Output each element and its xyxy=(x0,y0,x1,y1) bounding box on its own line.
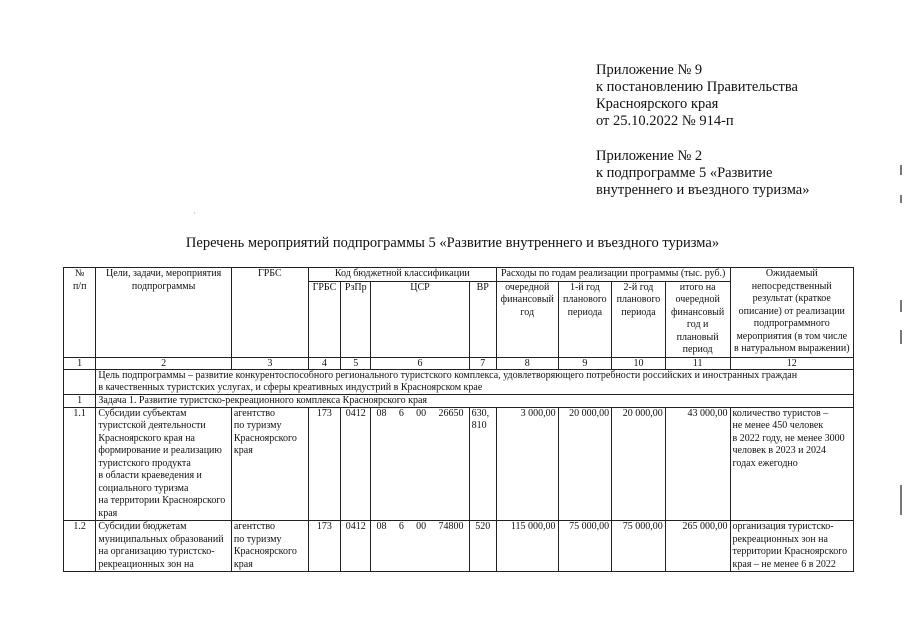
column-number: 9 xyxy=(558,357,612,369)
scan-edge-mark xyxy=(900,165,902,175)
row-grbs-name: агентство по туризму Красноярского края xyxy=(231,407,308,521)
row-year-current: 115 000,00 xyxy=(496,521,558,572)
scan-edge-mark xyxy=(900,300,902,312)
scan-speck: · xyxy=(193,208,196,218)
row-rzpr: 0412 xyxy=(341,407,371,521)
header-total: итого на очередной финансовый год и плановый период xyxy=(665,281,730,357)
appendix-line: к подпрограмме 5 «Развитие xyxy=(596,165,773,181)
column-number-row xyxy=(64,357,854,369)
row-num: 1.1 xyxy=(64,407,96,521)
header-grbs: ГРБС xyxy=(231,268,308,358)
row-result: количество туристов – не менее 450 человек в 2022 году, не менее 3000 человек в 2023 и 2024 годах ежегодно xyxy=(730,407,853,521)
column-number: 11 xyxy=(665,357,730,369)
row-grbs-code: 173 xyxy=(308,407,340,521)
row-activity-name: Субсидии бюджетам муниципальных образований на организацию туристско- рекреационных зон на xyxy=(96,521,232,572)
scan-edge-mark xyxy=(900,485,902,515)
row-total: 265 000,00 xyxy=(665,521,730,572)
row-result: организация туристско- рекреационных зон на территории Красноярского края – не менее 6 в 2022 xyxy=(730,521,853,572)
column-number: 1 xyxy=(64,357,96,369)
row-activity-name: Субсидии субъектам туристской деятельности Красноярского края на формирование и реализацию туристского продукта в области краеведения и социального туризма на территории Красноярского края xyxy=(96,407,232,521)
activities-table xyxy=(63,267,854,572)
goal-text: Цель подпрограммы – развитие конкурентоспособного регионального туристского комплекса, удовлетворяющего потребности российских и иностранных граждан в качественных туристских услугах, и сферы креативных индустрий в Красноярском крае xyxy=(96,369,854,394)
appendix-line: внутреннего и въездного туризма» xyxy=(596,182,810,198)
header-year-2: 2-й год планового периода xyxy=(612,281,666,357)
column-number: 3 xyxy=(231,357,308,369)
scan-edge-mark xyxy=(900,330,902,344)
appendix-header-main xyxy=(596,62,798,130)
header-row xyxy=(64,268,854,282)
row-csr: 08 6 00 26650 xyxy=(371,407,469,521)
row-year-1: 20 000,00 xyxy=(558,407,612,521)
appendix-line: Красноярского края xyxy=(596,96,719,112)
column-number: 5 xyxy=(341,357,371,369)
column-number: 8 xyxy=(496,357,558,369)
header-bc-csr: ЦСР xyxy=(371,281,469,357)
appendix-header-sub xyxy=(596,148,809,199)
row-vr: 630, 810 xyxy=(469,407,496,521)
header-goals: Цели, задачи, мероприятия подпрограммы xyxy=(96,268,232,358)
row-grbs-code: 173 xyxy=(308,521,340,572)
column-number: 6 xyxy=(371,357,469,369)
row-year-2: 20 000,00 xyxy=(612,407,666,521)
column-number: 10 xyxy=(612,357,666,369)
row-csr: 08 6 00 74800 xyxy=(371,521,469,572)
task-row xyxy=(64,394,854,407)
row-year-2: 75 000,00 xyxy=(612,521,666,572)
column-number: 2 xyxy=(96,357,232,369)
row-grbs-name: агентство по туризму Красноярского края xyxy=(231,521,308,572)
row-rzpr: 0412 xyxy=(341,521,371,572)
row-total: 43 000,00 xyxy=(665,407,730,521)
goal-row xyxy=(64,369,854,394)
header-bc-rzpr: РзПр xyxy=(341,281,371,357)
header-year-1: 1-й год планового периода xyxy=(558,281,612,357)
column-number: 7 xyxy=(469,357,496,369)
row-vr: 520 xyxy=(469,521,496,572)
task-num: 1 xyxy=(64,394,96,407)
task-text: Задача 1. Развитие туристско-рекреационного комплекса Красноярского края xyxy=(96,394,854,407)
header-num: № п/п xyxy=(64,268,96,358)
header-expected-result: Ожидаемый непосредственный результат (краткое описание) от реализации подпрограммного мероприятия (в том числе в натуральном выражении) xyxy=(730,268,853,358)
row-num: 1.2 xyxy=(64,521,96,572)
header-bc-vr: ВР xyxy=(469,281,496,357)
appendix-line: Приложение № 9 xyxy=(596,62,703,78)
table-row xyxy=(64,407,854,521)
column-number: 4 xyxy=(308,357,340,369)
row-year-current: 3 000,00 xyxy=(496,407,558,521)
header-budget-code: Код бюджетной классификации xyxy=(308,268,496,282)
table-row xyxy=(64,521,854,572)
appendix-line: к постановлению Правительства xyxy=(596,79,798,95)
column-number: 12 xyxy=(730,357,853,369)
document-title: Перечень мероприятий подпрограммы 5 «Развитие внутреннего и въездного туризма» xyxy=(185,235,720,251)
appendix-line: от 25.10.2022 № 914-п xyxy=(596,113,734,129)
header-expenses: Расходы по годам реализации программы (тыс. руб.) xyxy=(496,268,730,282)
appendix-line: Приложение № 2 xyxy=(596,148,703,164)
row-year-1: 75 000,00 xyxy=(558,521,612,572)
scan-edge-mark xyxy=(900,195,902,203)
header-year-current: очередной финансовый год xyxy=(496,281,558,357)
header-bc-grbs: ГРБС xyxy=(308,281,340,357)
